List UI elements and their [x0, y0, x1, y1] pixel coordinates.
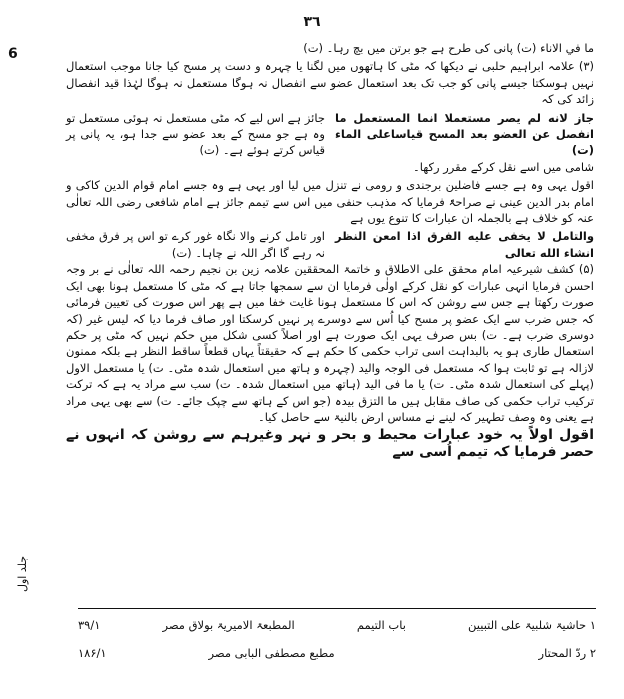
footnote-1-publisher: المطبعۃ الامیریۃ بولاق مصر [162, 618, 295, 632]
footnote-divider [78, 608, 596, 609]
document-body [66, 40, 594, 462]
footnote-1-marker: ۱ [589, 618, 596, 632]
quote-block-2 [66, 228, 594, 261]
footnote-2-source: ردّ المحتار [538, 646, 587, 660]
quote-block-1 [66, 110, 594, 159]
footnote-2-marker: ۲ [589, 646, 596, 660]
footnote-1-source: حاشیۃ شلبیۃ علی التبیین [468, 618, 587, 632]
quote-1-urdu: جائز ہے اس لیے کہ مٹی مستعمل نہ ہوئی مستعمل تو وہ ہے جو مسح کے بعد عضو سے جدا ہو، یہ پانی پر قیاس کرتے ہوئے ہے۔ (ت) [66, 110, 325, 158]
footnote-1-chapter: باب التیمم [356, 618, 406, 632]
quote-2-urdu: اور تامل کرنے والا نگاہ غور کرے تو اس پر فرق مخفی نہ رہے گا اگر اللہ نے چاہا۔ (ت) [66, 229, 325, 260]
margin-mark: 6 [8, 46, 18, 62]
paragraph-3: شامی میں اسے نقل کرکے مقرر رکھا۔ [413, 159, 594, 174]
quote-2-arabic: والتامل لا يخفى عليه الفرق اذا امعن النظر انشاء الله تعالى [335, 229, 594, 260]
page-number: ٣٦ [303, 14, 321, 30]
quote-1-arabic: جاز لانه لم يصر مستعملا انما المستعمل ما انفصل عن العضو بعد المسح قياساعلى الماء (ت) [335, 110, 594, 158]
paragraph-2: (۳) علامہ ابراہیم حلبی نے دیکھا کہ مٹی کا ہاتھوں میں لگنا یا چہرہ و دست پر مسح کیا جانا موجب استعمال نہیں ہوسکتا جیسے پانی کو جب تک بعد استعمال عضو سے انفصال نہ ہوگا مستعمل نہ ہوگا لہٰذا قید انفصال زائد کی کہ [66, 59, 594, 107]
footnote-2 [78, 646, 596, 660]
paragraph-5: (۵) کشف شیرعیہ امام محقق علی الاطلاق و خاتمۃ المحققین علامہ زین بن نجیم رحمہ اللہ تعالٰی نے بر وجہ احسن فرمایا انہی عبارات کو نقل کرکے اولٰی فرمایا ان سے سمجھا جاتا ہے کہ مٹی کا مستعمل ہونا بھی ایک صورت رکھتا ہے جس سے روشن کہ اس کا مستعمل ہونا غایت خفا میں ہے پھر اس صورت کی تعیین فرمائی کہ جس ضرب سے ایک عضو پر مسح کیا اُس سے دوسرے پر نہیں کرسکتا اور صاف فرما دیا کہ لیس غیر (کہ دوسری ضرب ہے۔ ت) بس صرف یہی ایک صورت ہے اور اصلاً کسی شکل میں حکم نہیں کہ مٹی پر حکم استعمال طاری ہو یہ بالبداہت اسی تراب حکمی کا حکم ہے کہ حقیقتاً یہاں قطعاً ساقط النظر ہے بلکہ ممنون لازالہ ہے تو ثابت ہوا کہ مستعمل فی الوجہ والید (چہرہ و ہاتھ میں استعمال شدہ مٹی۔ ت) یا مستعمل الاول (پہلے کی استعمال شدہ مٹی۔ ت) یا ما فی الید (ہاتھ میں استعمال شدہ۔ ت) سب سے مراد یہ ہے کہ ترکت ترکیب تراب حکمی کی صاف مقابل ہیں ما التزق بیدہ (جو اس کے ہاتھ سے چپک جائے۔ ت) سے بھی یہی مراد ہے یعنی وہ وصف تطہیر کہ لینے نے مساس ارض بالنیۃ سے حاصل کیا۔ [66, 262, 594, 424]
paragraph-1: ما في الاناء (ت) پانی کی طرح ہے جو برتن میں بچ رہا۔ (ت) [303, 41, 594, 55]
footnote-1-volume: ۳۹/۱ [78, 618, 101, 632]
side-note: جلد اول [16, 555, 29, 592]
footnote-2-volume: ۱۸۶/۱ [78, 646, 107, 660]
paragraph-4: اقول یہی وہ ہے جسے فاضلین برجندی و رومی نے تنزل میں لیا اور یہی ہے وہ جسے امام قوام الدین کاکی و امام بدر الدین عینی نے صراحۃً فرمایا کہ مذہب حنفی میں اس سے تیمم جائز ہے امام شافعی رضی اللہ تعالٰی عنہ کو خلاف ہے بالجملہ ان عبارات کا تنوع یوں ہے [66, 178, 594, 226]
footnote-1 [78, 618, 596, 632]
footnote-2-publisher: مطبع مصطفی البابی مصر [208, 646, 335, 660]
paragraph-6: اقول اولاً یہ خود عبارات محیط و بحر و نہر وغیرہم سے روشن کہ انہوں نے حصر فرمایا کہ تیمم اُسی سے [66, 427, 594, 460]
